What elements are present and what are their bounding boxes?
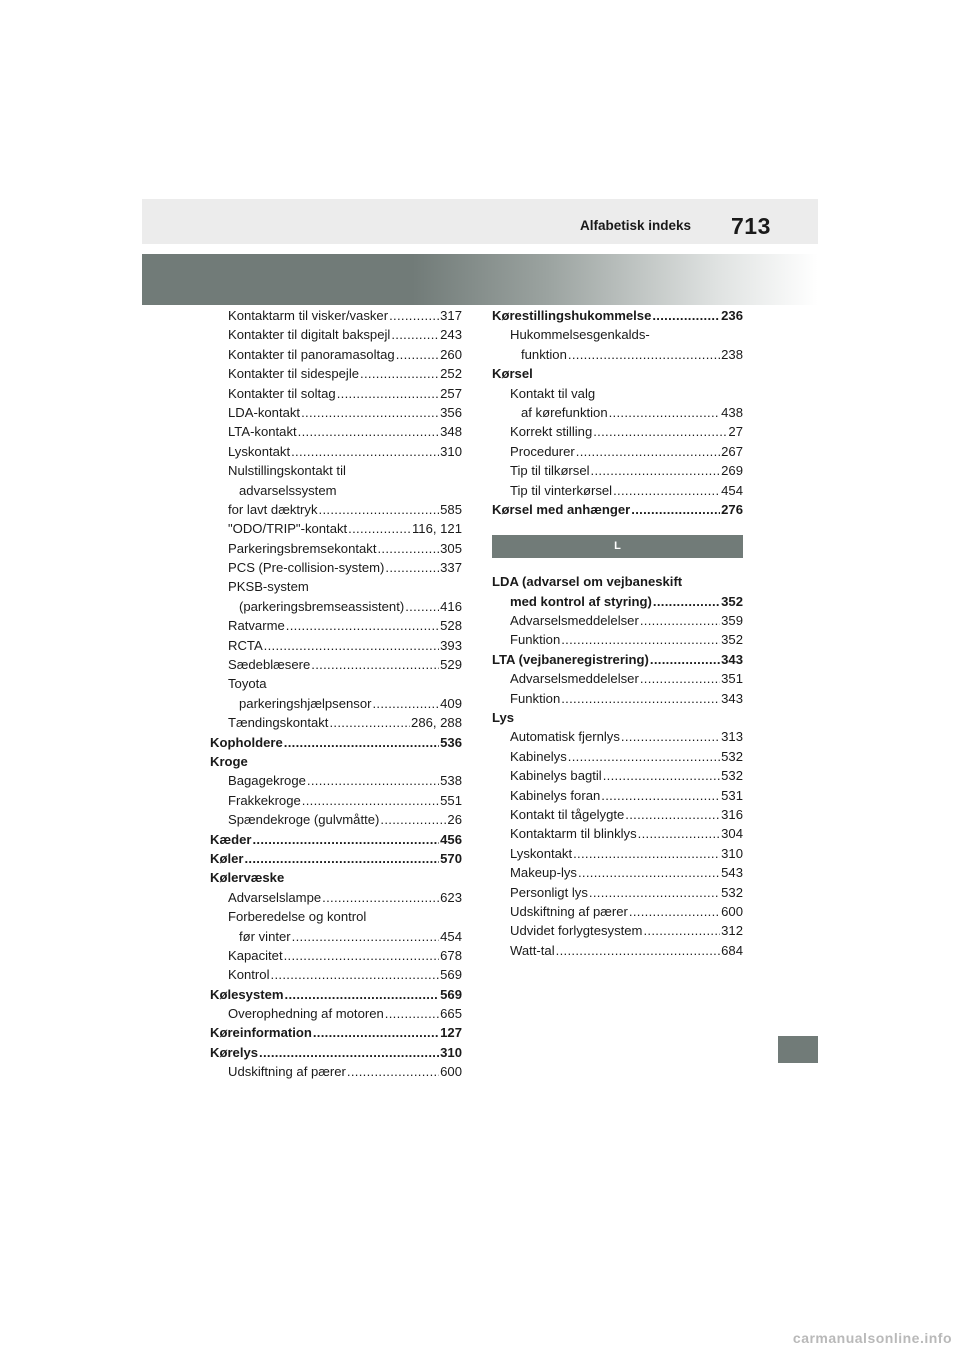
dot-leader [573,844,720,863]
index-entry-page: 585 [440,501,462,517]
index-entry [210,946,462,965]
dot-leader [631,500,720,519]
index-entry-term: Kroge [210,753,248,769]
dot-leader [264,636,439,655]
index-entry [492,805,743,824]
index-entry-page: 27 [728,424,743,440]
index-entry-page: 600 [440,1064,462,1080]
index-entry [210,888,462,907]
index-entry-term: "ODO/TRIP"-kontakt [228,521,348,537]
dot-leader [348,519,411,538]
dot-leader [311,655,439,674]
index-entry-term: Frakkekroge [228,792,301,808]
index-entry [210,325,462,344]
index-entry-page: 351 [721,671,743,687]
dot-leader [391,325,439,344]
dot-leader [329,713,410,732]
index-entry [210,636,462,655]
index-entry-term: Tip til vinterkørsel [510,482,613,498]
index-entry-page: 26 [447,812,462,828]
index-entry-page: 600 [721,903,743,919]
index-entry-page: 236 [721,308,743,323]
index-entry-term: Ratvarme [228,618,285,634]
dot-leader [561,630,720,649]
index-entry-page: 454 [721,482,743,498]
index-entry-page: 267 [721,443,743,459]
dot-leader [561,689,720,708]
dot-leader [252,830,439,849]
index-entry-term: Funktion [510,690,561,706]
index-entry-term: Tændingskontakt [228,715,329,731]
index-entry-page: 543 [721,865,743,881]
index-entry-term: Advarselsmeddelelser [510,671,639,687]
index-entry-page: 569 [440,986,462,1002]
index-entry [210,461,462,480]
index-entry-page: 343 [721,651,743,667]
dot-leader [244,849,439,868]
page-header-title: Alfabetisk indeks [580,218,692,233]
index-entry-page: 352 [721,593,743,609]
dot-leader [337,384,439,403]
index-entry-term: Køreinformation [210,1025,312,1041]
index-entry [210,539,462,558]
index-entry-page: 684 [721,942,743,958]
dot-leader [285,985,440,1004]
index-entry-term: Kabinelys foran [510,787,601,803]
index-entry-term: Kørelys [210,1044,259,1060]
index-entry [492,572,743,591]
dot-leader [556,941,721,960]
index-entry [492,766,743,785]
index-entry [210,1043,462,1062]
index-entry [210,616,462,635]
index-entry [210,849,462,868]
index-entry-page: 317 [440,308,462,323]
index-entry [210,655,462,674]
dot-leader [625,805,720,824]
dot-leader [589,883,720,902]
index-entry [210,771,462,790]
index-entry [492,902,743,921]
index-entry [492,345,743,364]
index-entry-term: Spændekroge (gulvmåtte) [228,812,380,828]
index-entry [492,689,743,708]
index-entry [492,403,743,422]
index-group-l [492,572,743,960]
dot-leader [389,306,439,325]
dot-leader [568,747,720,766]
index-entry-page: 276 [721,501,743,517]
index-entry-page: 359 [721,613,743,629]
index-entry-page: 536 [440,734,462,750]
index-entry [492,844,743,863]
index-entry-term: Kølesystem [210,986,284,1002]
index-entry-page: 438 [721,404,743,420]
index-entry-page: 286, 288 [411,715,462,731]
dot-leader [643,921,720,940]
index-entry [210,1004,462,1023]
index-entry-term: Sædeblæsere [228,657,311,673]
dot-leader [286,616,439,635]
index-entry-page: 238 [721,346,743,362]
index-entry-page: 116, 121 [412,521,462,537]
index-entry [210,791,462,810]
index-entry [492,727,743,746]
dot-leader [292,927,439,946]
dot-leader [372,694,439,713]
index-entry [492,306,743,325]
index-entry-page: 528 [440,618,462,634]
index-entry-page: 456 [440,831,462,847]
index-entry-page: 348 [440,424,462,440]
index-entry [210,868,462,887]
dot-leader [302,791,439,810]
index-entry [210,985,462,1004]
dot-leader [385,1004,439,1023]
index-entry-term: RCTA [228,637,263,653]
index-entry-term: Kontaktarm til blinklys [510,826,637,842]
index-entry [210,500,462,519]
index-entry [210,965,462,984]
index-entry-page: 409 [440,695,462,711]
index-entry [492,442,743,461]
index-entry-term: før vinter [239,928,291,944]
index-entry-page: 531 [721,787,743,803]
dot-leader [576,442,720,461]
index-entry-page: 310 [721,845,743,861]
index-entry [210,403,462,422]
index-entry [492,747,743,766]
index-entry-term: Køler [210,850,244,866]
index-entry-term: Bagagekroge [228,773,306,789]
index-entry-term: Nulstillingskontakt til [228,463,346,479]
index-entry-term: Advarselsmeddelelser [510,613,639,629]
index-entry-page: 570 [440,850,462,866]
index-entry [492,669,743,688]
index-entry-page: 343 [721,690,743,706]
index-entry-term: Udskiftning af pærer [510,903,628,919]
dot-leader [291,442,439,461]
index-entry [210,694,462,713]
index-entry-page: 310 [440,1044,462,1060]
index-entry-term: Kapacitet [228,947,283,963]
index-entry-term: Udvidet forlygtesystem [510,923,643,939]
index-entry [210,907,462,926]
dot-leader [380,810,446,829]
index-entry [492,941,743,960]
dot-leader [593,422,727,441]
index-entry [492,824,743,843]
index-entry-page: 529 [440,657,462,673]
index-entry-page: 252 [440,366,462,382]
dot-leader [298,422,439,441]
index-entry [492,384,743,403]
index-entry-page: 305 [440,540,462,556]
index-column-right [492,306,743,960]
page-number: 713 [731,213,771,239]
index-entry-term: Korrekt stilling [510,424,593,440]
index-entry [492,592,743,611]
index-entry-term: Tip til tilkørsel [510,463,590,479]
dot-leader [591,461,721,480]
index-entry [210,810,462,829]
index-entry [210,713,462,732]
dot-leader [396,345,439,364]
index-entry [210,481,462,500]
header-gradient-bar [142,254,818,305]
dot-leader [568,345,720,364]
index-entry [492,611,743,630]
index-entry [210,364,462,383]
index-entry-term: Makeup-lys [510,865,577,881]
index-entry-page: 678 [440,947,462,963]
index-entry-term: Lyskontakt [228,443,291,459]
dot-leader [307,771,439,790]
index-entry [210,422,462,441]
index-entry-term: Procedurer [510,443,575,459]
index-entry-term: PKSB-system [228,579,309,595]
dot-leader [640,611,720,630]
section-letter-header: L [492,535,743,558]
index-entry-term: funktion [521,346,567,362]
index-entry-term: Advarselslampe [228,889,322,905]
chapter-tab-marker [778,1036,818,1063]
index-entry-page: 127 [440,1025,462,1041]
index-entry [492,863,743,882]
index-entry [210,442,462,461]
index-entry-term: af kørefunktion [521,404,608,420]
index-entry [210,674,462,693]
index-entry-page: 352 [721,632,743,648]
dot-leader [609,403,721,422]
index-entry-term: Overophedning af motoren [228,1006,384,1022]
index-entry-term: med kontrol af styring) [510,593,652,609]
index-entry [210,577,462,596]
index-entry-page: 454 [440,928,462,944]
index-entry-term: Kopholdere [210,734,283,750]
index-entry-term: Kontakter til sidespejle [228,366,360,382]
index-entry-term: Kontaktarm til visker/vasker [228,308,389,323]
index-entry-page: 538 [440,773,462,789]
dot-leader [640,669,720,688]
index-entry [210,597,462,616]
index-entry-term: Kontrol [228,967,270,983]
dot-leader [603,766,720,785]
index-entry-page: 569 [440,967,462,983]
dot-leader [301,403,439,422]
index-entry-term: Lys [492,710,515,726]
index-entry-term: Udskiftning af pærer [228,1064,346,1080]
index-entry [492,461,743,480]
index-entry [492,921,743,940]
dot-leader [405,597,439,616]
index-entry [492,325,743,344]
index-entry-term: Personligt lys [510,884,588,900]
index-entry [210,345,462,364]
index-entry [210,927,462,946]
index-entry-term: Kontakt til valg [510,385,596,401]
index-entry-page: 313 [721,729,743,745]
index-entry-term: Kabinelys [510,748,567,764]
dot-leader [377,539,439,558]
watermark: carmanualsonline.info [792,1330,952,1346]
index-entry-term: Lyskontakt [510,845,573,861]
dot-leader [621,727,720,746]
index-entry-term: Toyota [228,676,267,692]
index-entry-term: Forberedelse og kontrol [228,909,367,925]
dot-leader [629,902,720,921]
dot-leader [319,500,440,519]
index-entry-term: Kølervæske [210,870,285,886]
index-entry-term: Kontakt til tågelygte [510,806,625,822]
index-entry [210,1023,462,1042]
index-entry [492,364,743,383]
index-entry-page: 310 [440,443,462,459]
index-entry-page: 257 [440,385,462,401]
index-entry-term: Kørsel med anhænger [492,501,631,517]
index-entry-term: LDA (advarsel om vejbaneskift [492,574,683,590]
index-column-left [210,306,462,1082]
dot-leader [650,650,720,669]
index-entry [210,558,462,577]
index-entry-page: 337 [440,560,462,576]
dot-leader [601,786,720,805]
index-entry-page: 304 [721,826,743,842]
index-entry-term: LDA-kontakt [228,404,301,420]
index-entry-term: Kørestillingshukommelse [492,308,652,323]
dot-leader [638,824,721,843]
index-entry-page: 260 [440,346,462,362]
index-entry-page: 551 [440,792,462,808]
index-entry [492,500,743,519]
dot-leader [360,364,439,383]
index-entry-term: LTA-kontakt [228,424,297,440]
index-entry [210,830,462,849]
index-entry-term: Kontakter til soltag [228,385,336,401]
index-entry [492,650,743,669]
dot-leader [322,888,439,907]
index-entry-term: for lavt dæktryk [228,501,318,517]
index-entry [210,752,462,771]
index-entry-term: Hukommelsesgenkalds- [510,327,650,343]
index-entry [492,630,743,649]
header-band [142,199,818,244]
index-entry [210,1062,462,1081]
index-entry [210,384,462,403]
dot-leader [653,592,720,611]
index-entry-page: 665 [440,1006,462,1022]
dot-leader [347,1062,439,1081]
index-entry-term: (parkeringsbremseassistent) [239,598,405,614]
index-entry [210,519,462,538]
index-entry-page: 393 [440,637,462,653]
dot-leader [313,1023,439,1042]
dot-leader [578,863,720,882]
index-entry [492,481,743,500]
dot-leader [652,306,720,325]
index-entry-page: 316 [721,806,743,822]
dot-leader [284,733,439,752]
index-entry-page: 243 [440,327,462,343]
index-entry-term: Kørsel [492,366,533,382]
index-entry-term: Kontakter til digitalt bakspejl [228,327,391,343]
dot-leader [259,1043,439,1062]
index-entry-term: Kabinelys bagtil [510,768,602,784]
index-entry-page: 312 [721,923,743,939]
index-entry-term: parkeringshjælpsensor [239,695,372,711]
index-group-k [492,306,743,519]
index-entry-term: Parkeringsbremsekontakt [228,540,377,556]
index-entry-term: Kontakter til panoramasoltag [228,346,395,362]
index-entry-page: 532 [721,884,743,900]
index-entry [492,883,743,902]
index-entry-page: 416 [440,598,462,614]
index-entry-term: Automatisk fjernlys [510,729,620,745]
dot-leader [613,481,720,500]
index-entry [492,786,743,805]
index-entry-page: 532 [721,768,743,784]
index-entry-term: Kæder [210,831,252,847]
dot-leader [385,558,439,577]
index-entry-page: 623 [440,889,462,905]
dot-leader [271,965,440,984]
index-entry-page: 532 [721,748,743,764]
index-entry [210,306,462,325]
dot-leader [284,946,440,965]
index-entry [492,708,743,727]
index-entry-term: advarselssystem [239,482,337,498]
index-entry-term: PCS (Pre-collision-system) [228,560,385,576]
index-entry-term: Funktion [510,632,561,648]
index-entry-term: LTA (vejbaneregistrering) [492,651,649,667]
index-entry [210,733,462,752]
index-entry [492,422,743,441]
index-entry-term: Watt-tal [510,942,555,958]
index-entry-page: 269 [721,463,743,479]
index-entry-page: 356 [440,404,462,420]
